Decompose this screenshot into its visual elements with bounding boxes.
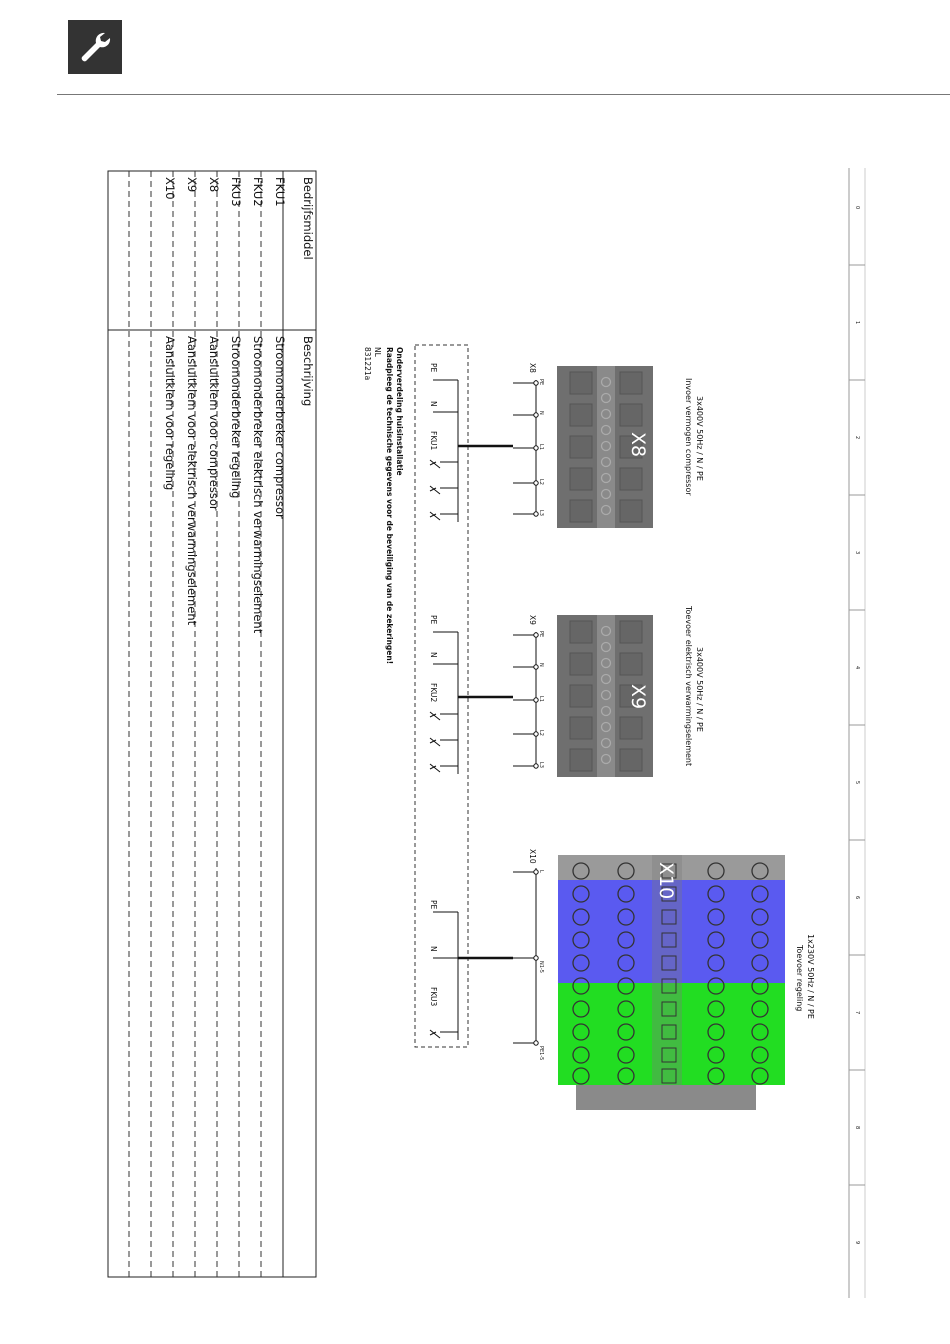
row-equipment-id: X9: [185, 177, 199, 193]
row-equipment-id: FKU3: [229, 177, 243, 207]
pin-label: PE: [538, 379, 544, 386]
breaker-label: FKU3: [429, 987, 438, 1007]
pin-label: N: [538, 411, 544, 415]
pe-label: PE: [429, 900, 438, 910]
row-equipment-id: X10: [163, 177, 177, 200]
terminal-block-x9: [557, 605, 704, 777]
terminal-purpose: Invoer vermogen compressor: [684, 378, 693, 496]
pin-label: L: [538, 870, 544, 873]
pe-label: PE: [429, 615, 438, 625]
breaker-label: FKU2: [429, 683, 438, 703]
terminal-label: X8: [627, 432, 649, 458]
ruler-tick: 2: [854, 436, 860, 440]
language-code: NL: [373, 347, 382, 357]
pin-label: L3: [538, 510, 544, 516]
row-description: Stroomonderbreker regeling: [229, 336, 243, 499]
pin-label: L2: [538, 479, 544, 485]
ruler: [849, 168, 865, 1298]
terminal-label: X10: [655, 862, 677, 900]
terminal-tag: X9: [528, 615, 537, 625]
distribution-title: Onderverdeling huisinstallatie: [395, 347, 404, 476]
wiring-x8: [430, 380, 538, 522]
row-description: Stroomonderbreker elektrisch verwarmingselement: [251, 336, 265, 634]
terminal-purpose: Toevoer elektrisch verwarmingselement: [684, 606, 693, 767]
pe-label: PE: [429, 363, 438, 373]
wiring-x10: [430, 868, 538, 1045]
breaker-label: FKU1: [429, 431, 438, 451]
pin-label: PE1-5: [538, 1046, 544, 1061]
pin-label: L2: [538, 730, 544, 736]
terminal-supply: 3x400V 50Hz / N / PE: [695, 396, 704, 481]
row-description: Aansluitklem voor compressor: [207, 336, 221, 511]
ruler-tick: 6: [854, 896, 860, 900]
wiring-x9: [430, 632, 538, 774]
col-header-equipment: Bedrijfsmiddel: [301, 177, 315, 260]
pin-label: N: [538, 663, 544, 667]
n-label: N: [429, 946, 438, 952]
distribution-note: Raadpleeg de technische gegevens voor de beveiliging van de zekeringen!: [385, 347, 394, 665]
ruler-tick: 0: [854, 206, 860, 210]
ruler-tick: 5: [854, 781, 860, 785]
row-equipment-id: FKU2: [251, 177, 265, 207]
pin-label: L1: [538, 696, 544, 702]
drawing-code: 831221a: [363, 347, 372, 381]
pin-label: N1-5: [538, 961, 544, 973]
ruler-tick: 4: [854, 666, 860, 670]
n-label: N: [429, 652, 438, 658]
n-label: N: [429, 401, 438, 407]
row-description: Aansluitklem voor elektrisch verwarmingselement: [185, 336, 199, 626]
terminal-label: X9: [627, 684, 649, 710]
terminal-tag: X10: [528, 849, 537, 864]
ruler-tick: 8: [854, 1126, 860, 1130]
terminal-block-x8: [557, 366, 704, 528]
ruler-tick: 1: [854, 321, 860, 325]
legend-table: [108, 171, 316, 1277]
row-equipment-id: X8: [207, 177, 221, 193]
terminal-supply: 1x230V 50Hz / N / PE: [806, 934, 815, 1019]
terminal-tag: X8: [528, 363, 537, 373]
terminal-block-x10: [558, 855, 815, 1110]
row-description: Aansluitklem voor regeling: [163, 336, 177, 491]
row-equipment-id: FKU1: [273, 177, 287, 207]
row-description: Stroomonderbreker compressor: [273, 336, 287, 519]
pin-label: PE: [538, 631, 544, 638]
distribution-box: [363, 345, 468, 1047]
terminal-purpose: Toevoer regeling: [795, 945, 804, 1012]
pin-label: L3: [538, 762, 544, 768]
ruler-tick: 7: [854, 1011, 860, 1015]
terminal-supply: 3x400V 50Hz / N / PE: [695, 647, 704, 732]
col-header-description: Beschrijving: [301, 336, 315, 407]
ruler-tick: 9: [854, 1241, 860, 1245]
pin-label: L1: [538, 444, 544, 450]
ruler-tick: 3: [854, 551, 860, 555]
